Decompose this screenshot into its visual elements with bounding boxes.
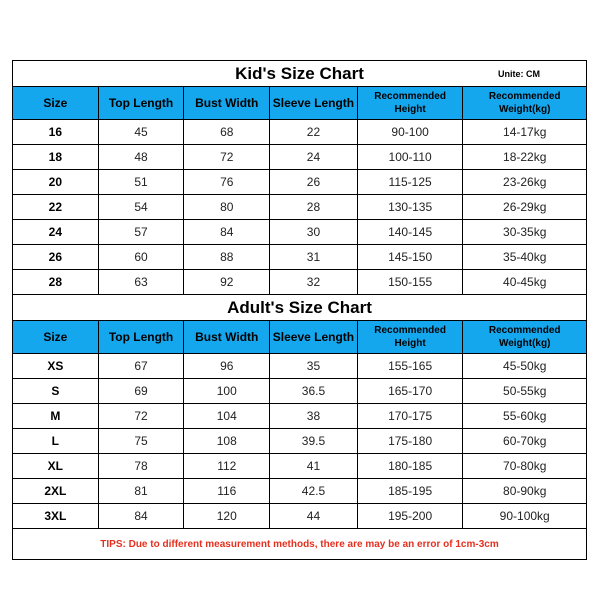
header-top-length: Top Length bbox=[99, 87, 185, 119]
table-cell: 26 bbox=[270, 170, 358, 194]
table-cell: 35-40kg bbox=[503, 250, 547, 264]
table-cell: 18 bbox=[13, 145, 99, 169]
kids-title-row bbox=[13, 61, 586, 87]
table-cell: 140-145 bbox=[358, 220, 464, 244]
table-cell: 42.5 bbox=[270, 479, 358, 503]
table-row bbox=[13, 270, 586, 295]
table-cell: 24 bbox=[13, 220, 99, 244]
table-cell: 36.5 bbox=[270, 379, 358, 403]
table-cell: 45 bbox=[99, 120, 185, 144]
table-cell: 84 bbox=[184, 220, 270, 244]
table-cell: 104 bbox=[184, 404, 270, 428]
unit-label: Unite: CM bbox=[498, 69, 540, 79]
table-cell: 30-35kg bbox=[503, 225, 547, 239]
table-row bbox=[13, 195, 586, 220]
table-cell: 55-60kg bbox=[503, 409, 547, 423]
table-cell: 60-70kg bbox=[503, 434, 547, 448]
kids-table-body bbox=[13, 120, 586, 295]
header-size: Size bbox=[13, 321, 99, 353]
table-cell: 50-55kg bbox=[503, 384, 547, 398]
table-row bbox=[13, 454, 586, 479]
table-cell: 155-165 bbox=[358, 354, 464, 378]
adults-table-body bbox=[13, 354, 586, 529]
adults-header-row bbox=[13, 321, 586, 354]
table-cell: 39.5 bbox=[270, 429, 358, 453]
table-cell: 170-175 bbox=[358, 404, 464, 428]
table-cell: 130-135 bbox=[358, 195, 464, 219]
header-sleeve-length: Sleeve Length bbox=[270, 87, 358, 119]
table-cell: 18-22kg bbox=[503, 150, 547, 164]
header-size: Size bbox=[13, 87, 99, 119]
table-cell: 22 bbox=[270, 120, 358, 144]
table-row bbox=[13, 245, 586, 270]
table-cell: 90-100 bbox=[358, 120, 464, 144]
table-cell: 23-26kg bbox=[503, 175, 547, 189]
table-cell: 40-45kg bbox=[503, 275, 547, 289]
header-top-length: Top Length bbox=[99, 321, 185, 353]
table-row bbox=[13, 379, 586, 404]
tips-note: TIPS: Due to different measurement methods, there are may be an error of 1cm-3cm bbox=[100, 538, 499, 550]
table-row bbox=[13, 145, 586, 170]
table-cell: 45-50kg bbox=[503, 359, 547, 373]
table-row bbox=[13, 170, 586, 195]
kids-title: Kid's Size Chart bbox=[235, 63, 364, 83]
header-bust-width: Bust Width bbox=[184, 321, 270, 353]
table-cell: 31 bbox=[270, 245, 358, 269]
header-height: Recommended Height bbox=[358, 321, 464, 353]
table-cell: XS bbox=[13, 354, 99, 378]
table-cell: 41 bbox=[270, 454, 358, 478]
table-cell: 84 bbox=[99, 504, 185, 528]
table-cell: 92 bbox=[184, 270, 270, 294]
table-cell: 150-155 bbox=[358, 270, 464, 294]
table-cell: 3XL bbox=[13, 504, 99, 528]
table-row bbox=[13, 120, 586, 145]
table-cell: 35 bbox=[270, 354, 358, 378]
table-cell: 75 bbox=[99, 429, 185, 453]
table-cell: 180-185 bbox=[358, 454, 464, 478]
table-cell: 20 bbox=[13, 170, 99, 194]
table-cell: 22 bbox=[13, 195, 99, 219]
table-cell: 24 bbox=[270, 145, 358, 169]
table-cell: 26-29kg bbox=[503, 200, 547, 214]
table-cell: 57 bbox=[99, 220, 185, 244]
table-cell: XL bbox=[13, 454, 99, 478]
table-cell: 175-180 bbox=[358, 429, 464, 453]
table-cell: 112 bbox=[184, 454, 270, 478]
table-cell: 30 bbox=[270, 220, 358, 244]
table-cell: 38 bbox=[270, 404, 358, 428]
table-cell: 88 bbox=[184, 245, 270, 269]
table-row bbox=[13, 404, 586, 429]
table-cell: 54 bbox=[99, 195, 185, 219]
adults-title-row bbox=[13, 295, 586, 321]
table-cell: 60 bbox=[99, 245, 185, 269]
table-cell: 44 bbox=[270, 504, 358, 528]
table-cell: 69 bbox=[99, 379, 185, 403]
table-cell: 16 bbox=[13, 120, 99, 144]
table-cell: 80 bbox=[184, 195, 270, 219]
table-cell: 28 bbox=[270, 195, 358, 219]
table-cell: S bbox=[13, 379, 99, 403]
table-cell: 108 bbox=[184, 429, 270, 453]
header-weight: Recommended Weight(kg) bbox=[488, 325, 561, 349]
header-sleeve-length: Sleeve Length bbox=[270, 321, 358, 353]
table-cell: 72 bbox=[99, 404, 185, 428]
header-weight: Recommended Weight(kg) bbox=[488, 91, 561, 115]
size-chart bbox=[12, 60, 587, 560]
table-row bbox=[13, 504, 586, 529]
kids-header-row bbox=[13, 87, 586, 120]
table-cell: 2XL bbox=[13, 479, 99, 503]
table-cell: 195-200 bbox=[358, 504, 464, 528]
table-cell: 115-125 bbox=[358, 170, 464, 194]
table-cell: 80-90kg bbox=[503, 484, 547, 498]
table-cell: L bbox=[13, 429, 99, 453]
table-cell: 120 bbox=[184, 504, 270, 528]
table-cell: M bbox=[13, 404, 99, 428]
table-cell: 76 bbox=[184, 170, 270, 194]
table-row bbox=[13, 354, 586, 379]
table-cell: 48 bbox=[99, 145, 185, 169]
header-bust-width: Bust Width bbox=[184, 87, 270, 119]
table-row bbox=[13, 479, 586, 504]
table-cell: 78 bbox=[99, 454, 185, 478]
adults-title: Adult's Size Chart bbox=[227, 297, 372, 317]
table-cell: 68 bbox=[184, 120, 270, 144]
table-cell: 51 bbox=[99, 170, 185, 194]
header-height: Recommended Height bbox=[358, 87, 464, 119]
table-cell: 14-17kg bbox=[503, 125, 547, 139]
table-row bbox=[13, 220, 586, 245]
table-cell: 96 bbox=[184, 354, 270, 378]
table-cell: 72 bbox=[184, 145, 270, 169]
table-cell: 165-170 bbox=[358, 379, 464, 403]
table-cell: 67 bbox=[99, 354, 185, 378]
table-row bbox=[13, 429, 586, 454]
table-cell: 100-110 bbox=[358, 145, 464, 169]
table-cell: 28 bbox=[13, 270, 99, 294]
table-cell: 116 bbox=[184, 479, 270, 503]
table-cell: 81 bbox=[99, 479, 185, 503]
table-cell: 90-100kg bbox=[499, 509, 550, 523]
table-cell: 70-80kg bbox=[503, 459, 547, 473]
table-cell: 63 bbox=[99, 270, 185, 294]
table-cell: 100 bbox=[184, 379, 270, 403]
table-cell: 32 bbox=[270, 270, 358, 294]
table-cell: 145-150 bbox=[358, 245, 464, 269]
table-cell: 185-195 bbox=[358, 479, 464, 503]
table-cell: 26 bbox=[13, 245, 99, 269]
